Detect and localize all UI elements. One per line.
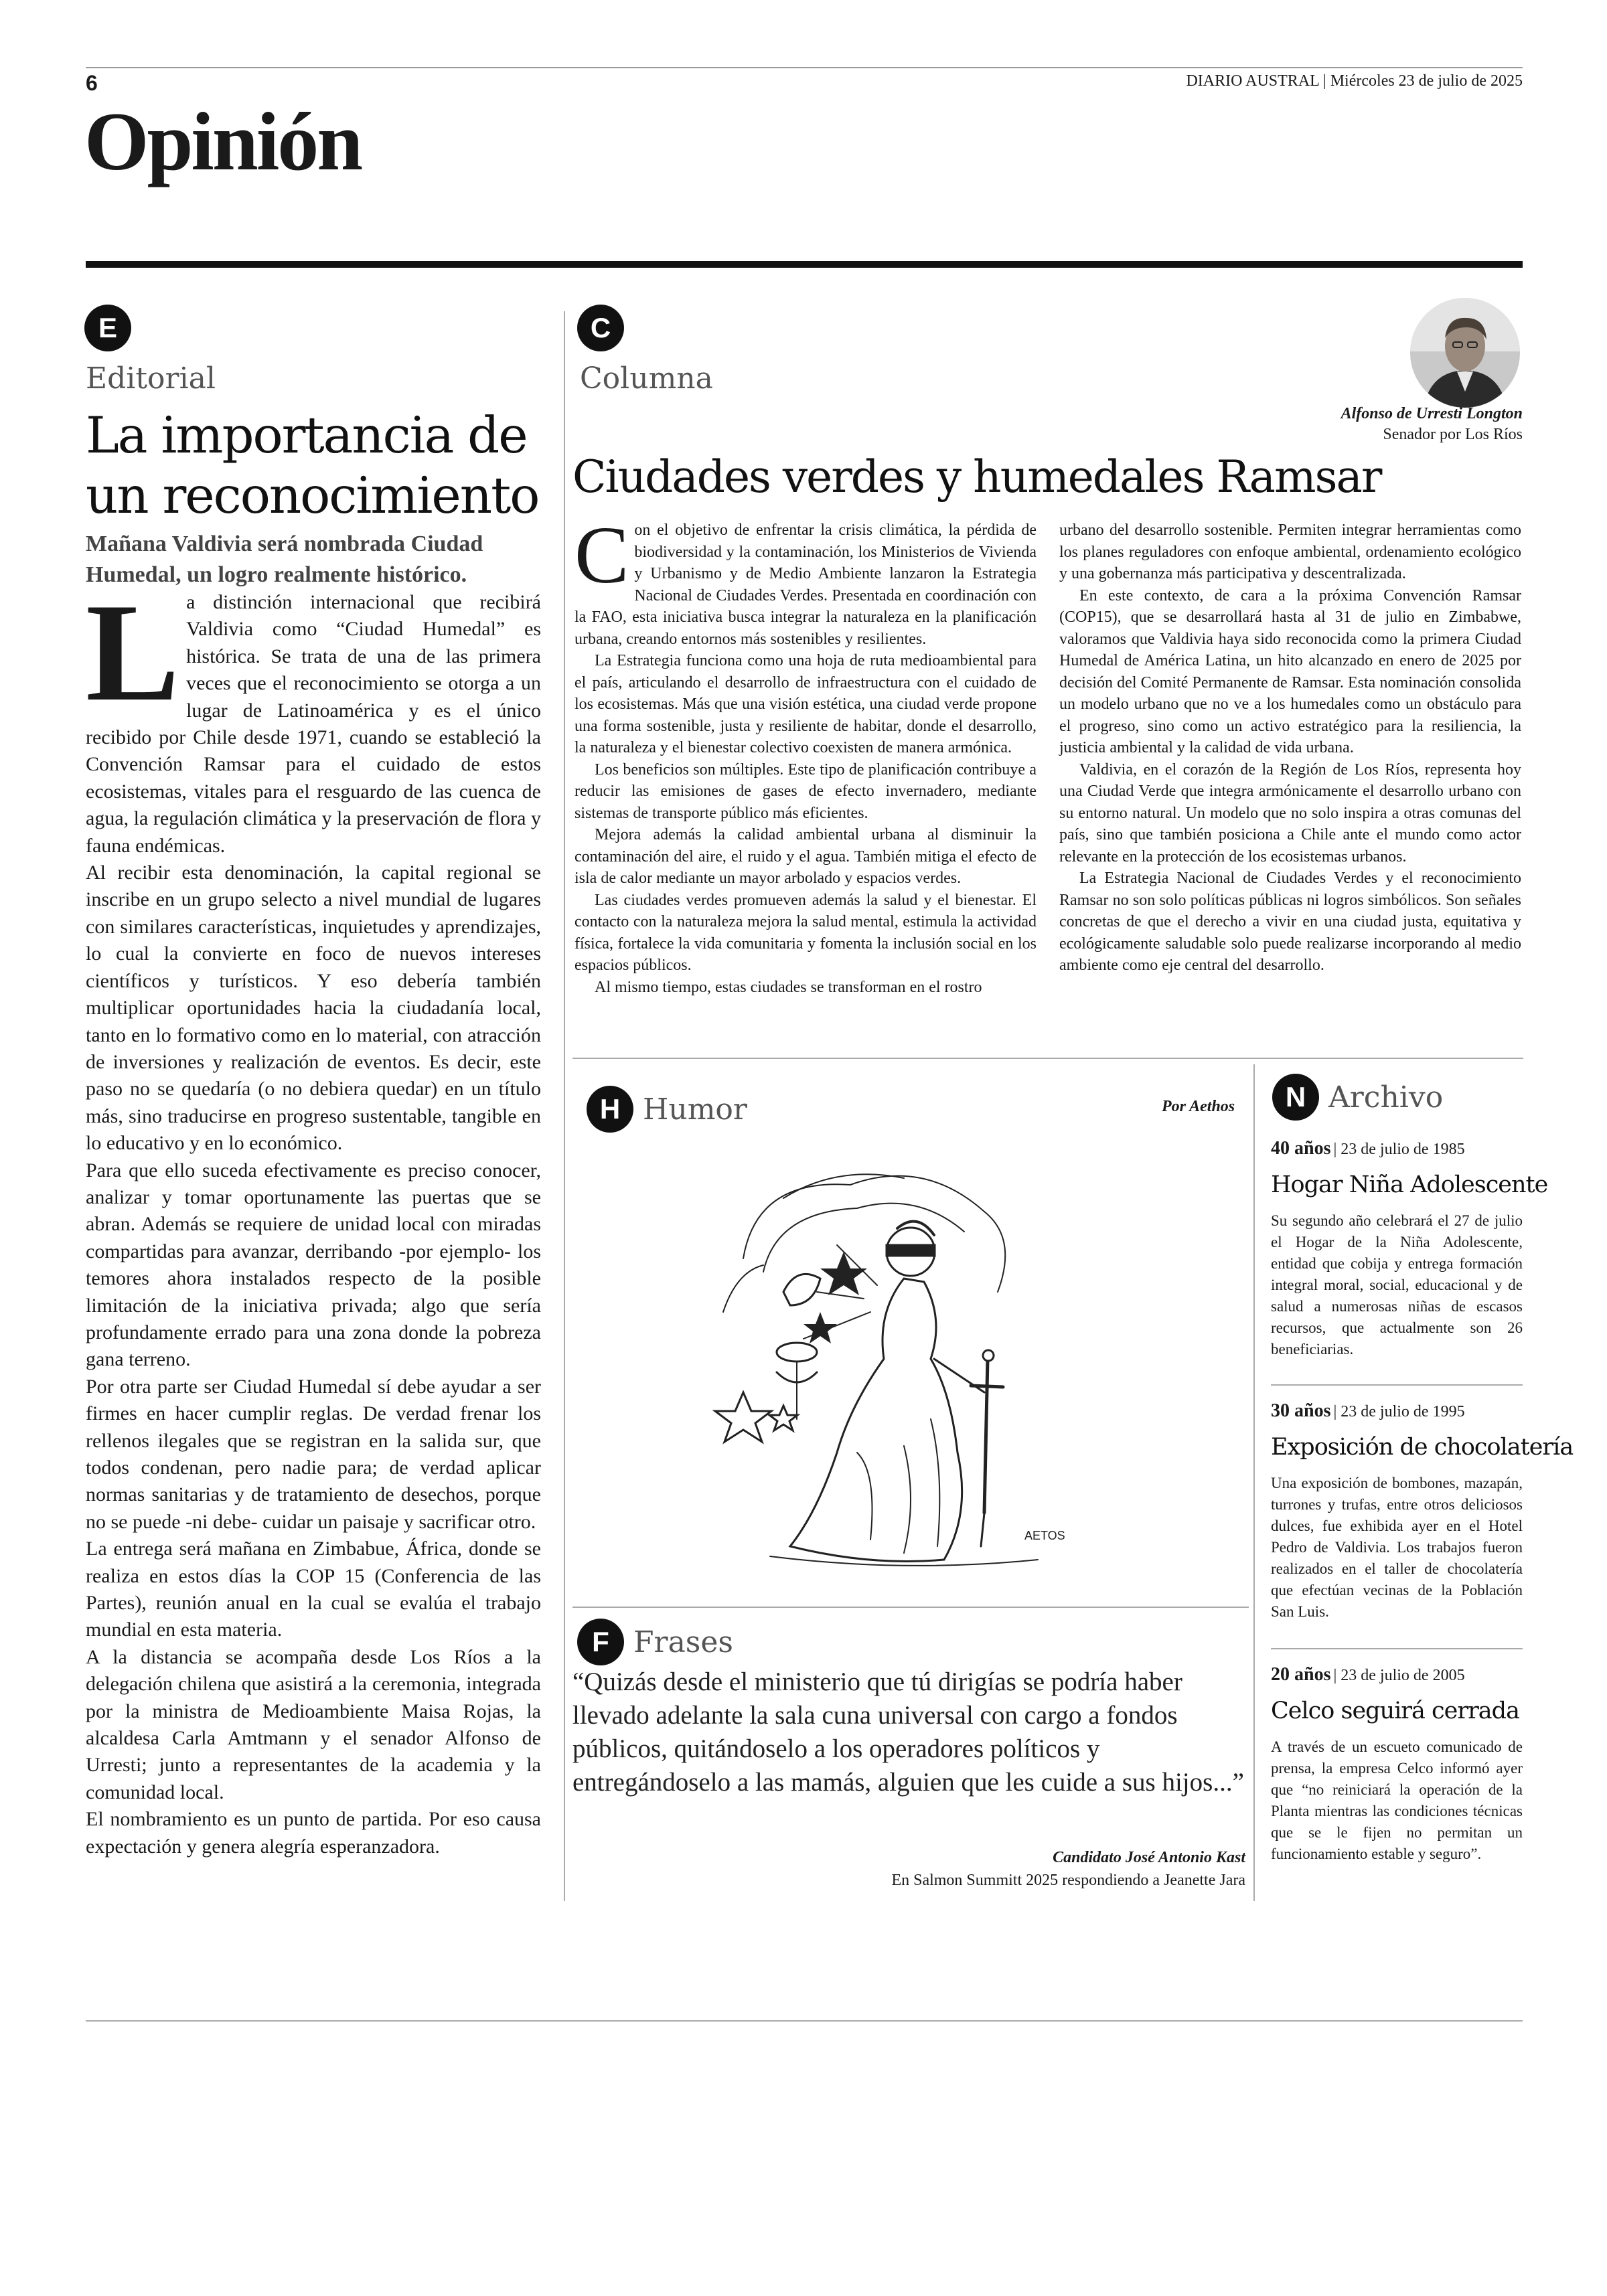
column-body-right <box>1059 519 1521 977</box>
archivo-years: 20 años <box>1271 1664 1331 1685</box>
humor-badge: H <box>587 1086 633 1133</box>
archivo-entry <box>1271 1400 1574 1623</box>
editorial-kicker: Editorial <box>86 361 216 396</box>
editorial-paragraph: Al recibir esta denominación, la capital regional se inscribe en un grupo selecto a nivel mundial de lugares con similares características, inquietudes y aprendizajes, lo cual la convierte en foco de nuevos intereses científicos y turísticos. Y eso debería también multiplicar oportunidades hacia la ciudadanía local, tanto en lo formativo como en lo material, con atracción de inversiones y realización de eventos. Es decir, este paso no se quedaría (o no debiera quedar) en un título más, sino traducirse en progreso sustentable, tangible en lo educativo y en lo económico. <box>86 862 541 1155</box>
column-headline: Ciudades verdes y humedales Ramsar <box>572 451 1381 503</box>
frases-kicker: Frases <box>633 1625 733 1659</box>
column-paragraph: En este contexto, de cara a la próxima Convención Ramsar (COP15), que se desarrollará hasta al 31 de julio en Zimbabwe, valoramos que Valdivia haya sido reconocida como la primera Ciudad Humedal de América Latina, un hito alcanzado en enero de 2025 por decisión del Comité Permanente de Ramsar. Esta nominación consolida un modelo urbano que no ve a los humedales como un obstáculo para el progreso, sino como un activo estratégico para la resiliencia, la justicia ambiental y la calidad de vida urbana. <box>1059 586 1521 756</box>
humor-kicker: Humor <box>643 1092 747 1127</box>
archivo-title: Celco seguirá cerrada <box>1271 1698 1519 1724</box>
editorial-body <box>86 575 541 1860</box>
editorial-paragraph: Por otra parte ser Ciudad Humedal sí debe ayudar a ser firmes en hacer cumplir reglas. De verdad frenar los rellenos ilegales que se registran en la salida sur, que todos condenan, pero nadie para; de verdad aplicar normas sanitarias y de tratamiento de desechos, porque no se puede -ni debe- cuidar un paisaje y sacrificar otro. <box>86 1375 541 1533</box>
editorial-headline: La importancia de un reconocimiento <box>86 406 539 525</box>
column-body-left <box>575 510 1037 998</box>
column-paragraph: Al mismo tiempo, estas ciudades se transforman en el rostro <box>595 978 982 996</box>
archivo-entry <box>1271 1138 1548 1360</box>
humor-cartoon <box>703 1138 1078 1580</box>
cartoon-signature: AETOS <box>1024 1529 1065 1542</box>
column-kicker: Columna <box>580 361 713 396</box>
column-drop-cap: C <box>575 510 629 600</box>
archivo-body: A través de un escueto comunicado de prensa, la empresa Celco informó ayer que “no reiniciará la operación de la Planta mientras las condiciones técnicas que se le fijen no permitan un funcionamiento estable y seguro”. <box>1271 1738 1523 1862</box>
editorial-paragraph: a distinción internacional que recibirá Valdivia como “Ciudad Humedal” es histórica. Se trata de una de las primera veces que el reconocimiento se otorga a un lugar de Latinoamérica y es el único recibido por Chile desde 1971, cuando se estableció la Convención Ramsar para el cuidado de estos ecosistemas, vitales para el resguardo de las cuenca de agua, la regulación climática y la preservación de flora y fauna endémicas. <box>86 591 541 857</box>
frases-badge: F <box>577 1619 624 1665</box>
archivo-body: Una exposición de bombones, mazapán, turrones y trufas, entre otros deliciosos dulces, fue exhibida ayer en el Hotel Pedro de Valdivia. Los trabajos fueron realizados en el taller de chocolatería que efectúan vecinas de la Población San Luis. <box>1271 1475 1523 1620</box>
column-paragraph: on el objetivo de enfrentar la crisis climática, la pérdida de biodiversidad y la contaminación, los Ministerios de Vivienda y Urbanismo y de Medio Ambiente lanzaron la Estrategia Nacional de Ciudades Verdes. Presentada en coordinación con la FAO, esta iniciativa busca integrar la naturaleza en la planificación urbana, creando entornos más sostenibles y resilientes. <box>575 521 1037 648</box>
header-rule <box>86 261 1523 268</box>
frases-author: Candidato José Antonio Kast <box>1053 1849 1245 1866</box>
frases-context: En Salmon Summitt 2025 respondiendo a Jeanette Jara <box>891 1872 1245 1889</box>
archivo-badge: N <box>1272 1074 1319 1121</box>
archivo-entry <box>1271 1664 1523 1865</box>
column-paragraph: La Estrategia Nacional de Ciudades Verdes y el reconocimiento Ramsar no son solo políticas públicas ni logros simbólicos. Son señales concretas de que el derecho a vivir en una ciudad justa, equitativa y ecológicamente saludable solo puede realizarse incorporando al medio ambiente como eje central del desarrollo. <box>1059 870 1521 974</box>
archivo-kicker: Archivo <box>1328 1080 1444 1115</box>
column-paragraph: La Estrategia funciona como una hoja de ruta medioambiental para el país, articulando el desarrollo de infraestructura con el cuidado de los ecosistemas. Más que una visión estética, una ciudad verde propone una forma sostenible, justa y resiliente de habitar, donde el desarrollo, la naturaleza y el bienestar colectivo coexisten de manera armónica. <box>575 652 1037 756</box>
column-paragraph: Las ciudades verdes promueven además la salud y el bienestar. El contacto con la naturaleza mejora la salud mental, estimula la actividad física, fortalece la vida comunitaria y fomenta la inclusión social en los espacios públicos. <box>575 891 1037 974</box>
top-rule <box>86 67 1523 68</box>
editorial-badge: E <box>84 305 131 351</box>
frases-header <box>577 1619 733 1665</box>
column-divider <box>564 311 565 1901</box>
bottom-rule <box>86 2020 1523 2022</box>
column-paragraph: Los beneficios son múltiples. Este tipo de planificación contribuye a reducir las emisiones de gases de efecto invernadero, mediante sistemas de transporte público más eficientes. <box>575 760 1037 822</box>
archivo-divider <box>1253 1064 1255 1901</box>
archivo-title: Hogar Niña Adolescente <box>1271 1171 1548 1198</box>
column-paragraph: Mejora además la calidad ambiental urbana al disminuir la contaminación del aire, el ruido y el agua. También mitiga el efecto de isla de calor mediante un mayor arbolado y espacios verdes. <box>575 826 1037 887</box>
column-badge: C <box>577 305 624 351</box>
humor-byline: Por Aethos <box>1162 1098 1235 1115</box>
editorial-dek: Mañana Valdivia será nombrada Ciudad Humedal, un logro realmente histórico. <box>86 531 483 587</box>
editorial-paragraph: El nombramiento es un punto de partida. Por eso causa expectación y genera alegría esperanzadora. <box>86 1808 541 1858</box>
section-title: Opinión <box>84 96 362 187</box>
editorial-paragraph: A la distancia se acompaña desde Los Ríos a la delegación chilena que asistirá a la ceremonia, integrada por la ministra de Medioambiente Maisa Rojas, la alcaldesa Carla Amtmann y el senador Alfonso de Urresti; junto a representantes de la academia y la comunidad local. <box>86 1645 541 1803</box>
author-photo <box>1410 298 1520 408</box>
editorial-paragraph: Para que ello suceda efectivamente es preciso conocer, analizar y tomar oportunamente las puertas que se abran. Además se requiere de unidad local con miradas compartidas para avanzar, derribando -por ejemplo- los temores ahora instalados respecto de la posible limitación de la iniciativa privada; algo que sería profundamente errado para una zona donde la pobreza gana terreno. <box>86 1159 541 1371</box>
archivo-date: | 23 de julio de 1985 <box>1333 1141 1465 1158</box>
masthead-date: DIARIO AUSTRAL | Miércoles 23 de julio de 2025 <box>1186 72 1523 90</box>
archivo-rule <box>1271 1384 1523 1386</box>
editorial-paragraph: La entrega será mañana en Zimbabue, África, donde se realiza en estos días la COP 15 (Conferencia de las Partes), reunión anual en la cual se evalúa el trabajo mundial en esta materia. <box>86 1538 541 1641</box>
archivo-rule <box>1271 1648 1523 1649</box>
archivo-years: 30 años <box>1271 1400 1331 1421</box>
archivo-title: Exposición de chocolatería <box>1271 1434 1574 1461</box>
archivo-date: | 23 de julio de 1995 <box>1333 1403 1465 1420</box>
page-number: 6 <box>86 71 98 95</box>
humor-header <box>587 1086 747 1133</box>
frases-rule <box>572 1607 1249 1608</box>
archivo-date: | 23 de julio de 2005 <box>1333 1667 1465 1684</box>
column-paragraph: Valdivia, en el corazón de la Región de Los Ríos, representa hoy una Ciudad Verde que integra armónicamente el desarrollo urbano con su entorno natural. Un modelo que no solo inspira a otras comunas del país, sino que también posiciona a Chile ante el mundo como actor relevante en la protección de los ecosistemas urbanos. <box>1059 760 1521 866</box>
editorial-drop-cap: L <box>86 575 180 730</box>
column-author: Alfonso de Urresti Longton <box>1341 405 1523 422</box>
column-paragraph: urbano del desarrollo sostenible. Permiten integrar herramientas como los planes reguladores con enfoque ambiental, ordenamiento ecológico y una gobernanza más participativa y descentralizada. <box>1059 521 1521 582</box>
column-author-role: Senador por Los Ríos <box>1383 426 1523 443</box>
section-rule <box>572 1058 1523 1059</box>
frases-quote: “Quizás desde el ministerio que tú dirigías se podría haber llevado adelante la sala cuna universal con cargo a fondos públicos, quitándoselo a los operadores políticos y entregándoselo a las mamás, alguien que les cuide a sus hijos...” <box>572 1667 1244 1797</box>
archivo-body: Su segundo año celebrará el 27 de julio el Hogar de la Niña Adolescente, entidad que cobija y entrega formación integral moral, social, educacional y de salud a numerosas niñas de escasos recursos, que actualmente son 26 beneficiarias. <box>1271 1212 1523 1358</box>
archivo-header <box>1272 1074 1443 1121</box>
archivo-years: 40 años <box>1271 1138 1331 1159</box>
